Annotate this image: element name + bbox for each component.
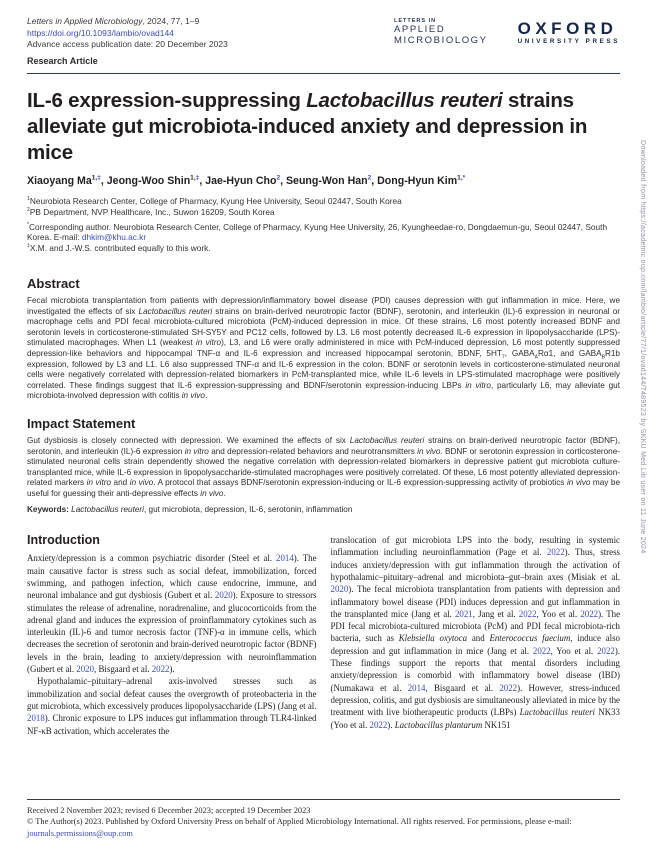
affiliation-2 bbox=[27, 207, 620, 218]
inline-link[interactable]: 2022 bbox=[597, 645, 615, 656]
journal-logo bbox=[394, 18, 488, 46]
oup-logo-sub: UNIVERSITY PRESS bbox=[517, 37, 620, 45]
impact-statement-heading: Impact Statement bbox=[27, 415, 136, 431]
text-segment: in vivo bbox=[417, 446, 441, 456]
download-watermark: Downloaded from https://academic.oup.com/lambio/article/77/1/ovad144/7489523 by SKKU Med Lib user on 11 June 2024 bbox=[639, 140, 646, 554]
text-segment: NK33 (Yoo et al. bbox=[330, 707, 620, 730]
inline-link[interactable]: 2020 bbox=[76, 664, 95, 675]
introduction-heading: Introduction bbox=[27, 534, 100, 548]
text-segment: Neurobiota Research Center, College of Pharmacy, Kyung Hee University, Seoul 02447, South Korea bbox=[29, 196, 402, 206]
inline-link[interactable]: 2 bbox=[276, 174, 281, 182]
text-segment: Hypothalamic–pituitary–adrenal axis-involved stresses such as immobilization and social defeat causes the overgrowth of proteobacteria in the gut microbiota, which excessively produces lipopolysaccharide (LPS) (Jang et al. bbox=[27, 676, 317, 711]
inline-link[interactable]: 2021 bbox=[454, 608, 473, 619]
text-segment: in vitro bbox=[195, 338, 222, 348]
inline-link[interactable]: 2022 bbox=[499, 682, 518, 693]
inline-link[interactable]: ‡ bbox=[195, 174, 200, 182]
text-segment: IL-6 expression-suppressing bbox=[27, 89, 307, 112]
keywords-line bbox=[27, 505, 620, 516]
text-segment: , gut microbiota, depression, IL-6, serotonin, inflammation bbox=[143, 505, 353, 515]
corresponding-author-note bbox=[27, 222, 620, 244]
text-segment: in vivo bbox=[181, 391, 205, 401]
text-segment: ). Chronic exposure to LPS induces gut inflammation through TLR4-linked NF-κB activation, which accelerates the bbox=[27, 713, 317, 736]
text-segment: 7 bbox=[501, 354, 505, 361]
introduction-section bbox=[27, 534, 620, 780]
inline-link[interactable]: 2020 bbox=[330, 584, 349, 595]
text-segment: Corresponding author. Neurobiota Research Center, College of Pharmacy, Kyung Hee University, 26, Kyungheedae-ro, Dongdaemun-gu, Seoul 02447, South Korea. E-mail: bbox=[27, 221, 608, 243]
text-segment: , Yoo et al. bbox=[536, 608, 581, 619]
doi-link[interactable]: https://doi.org/10.1093/lambio/ovad144 bbox=[27, 27, 174, 38]
inline-link[interactable]: dhkim@khu.ac.kr bbox=[81, 232, 147, 243]
text-segment: ). bbox=[169, 664, 175, 675]
text-segment: NK151 bbox=[482, 719, 511, 730]
text-segment: Lactobacillus plantarum bbox=[394, 719, 483, 730]
text-segment: ). The main causative factor is stress such as social defeat, immobilization, forced swimming, and pathogen infection, which cause endocrine, immune, and neuronal imbalance and gut dysbiosis (Gubert et al. bbox=[27, 553, 317, 601]
intro-column-left bbox=[27, 534, 317, 780]
footnote-divider bbox=[27, 799, 620, 800]
inline-link[interactable]: 2018 bbox=[27, 713, 45, 724]
journal-citation bbox=[27, 16, 228, 28]
text-segment: in vivo bbox=[129, 478, 154, 488]
text-segment: , Seung-Won Han bbox=[280, 175, 368, 187]
text-segment: , Jeong-Woo Shin bbox=[100, 175, 191, 187]
oxford-university-press-logo bbox=[518, 20, 620, 45]
inline-link[interactable]: 2 bbox=[367, 174, 372, 182]
text-segment: . A protocol that assays BDNF/serotonin expression-inducing or IL-6 expression-suppressing activity of probiotics bbox=[153, 478, 567, 488]
equal-contribution-note bbox=[27, 243, 620, 254]
received-dates-line bbox=[27, 805, 620, 816]
text-segment: * bbox=[27, 221, 29, 228]
inline-link[interactable]: 2014 bbox=[276, 553, 294, 564]
text-segment: 2 bbox=[27, 207, 30, 214]
text-segment: Rα1, and GABA bbox=[538, 348, 602, 358]
abstract-text bbox=[27, 296, 620, 402]
text-segment: ). Thus, stress induces anxiety/depression with gut inflammation through the activation of hypothalamic–pituitary–adrenal and microbiota–gut–brain axes (Misiak et al. bbox=[330, 547, 620, 582]
inline-link[interactable]: 2022 bbox=[151, 664, 170, 675]
text-segment: , Bisgaard et al. bbox=[94, 664, 152, 675]
text-segment: ). The PDI fecal microbiota-cultured microbiota (PcM) and PDI fecal microbiota-rich bacteria, such as bbox=[330, 608, 620, 644]
copyright-line bbox=[27, 816, 620, 839]
text-segment: translocation of gut microbiota LPS into the body, resulting in systemic inflammation including neuroinflammation (Page et al. bbox=[330, 535, 620, 558]
text-segment: and depression-related behaviors and neurotransmitters bbox=[208, 446, 418, 456]
inline-link[interactable]: 2020 bbox=[214, 590, 233, 601]
intro-paragraph-3 bbox=[331, 534, 621, 731]
author-list bbox=[27, 175, 620, 187]
text-segment: 1 bbox=[27, 196, 30, 203]
text-segment: 1, bbox=[91, 174, 98, 182]
text-segment: Lactobacillus reuteri bbox=[306, 89, 503, 112]
affiliations-block bbox=[27, 196, 620, 254]
publisher-logos bbox=[394, 16, 620, 46]
text-segment: ‡ bbox=[27, 243, 30, 250]
journal-logo-line1: LETTERS IN bbox=[393, 18, 437, 24]
text-segment: ). The fecal microbiota transplantation from patients with depression and inflammatory bowel disease (PDI) induces depression and gut inflammation in the transplanted mice (Jang et al. bbox=[330, 584, 620, 619]
journal-issue: , 2024, 77, 1–9 bbox=[142, 16, 200, 26]
inline-link[interactable]: 2022 bbox=[532, 645, 551, 656]
affiliation-1 bbox=[27, 196, 620, 207]
text-segment: in vitro bbox=[86, 478, 112, 488]
intro-paragraph-1 bbox=[27, 552, 317, 675]
impact-statement-section bbox=[27, 416, 620, 516]
article-title bbox=[27, 88, 620, 166]
text-segment: PB Department, NVP Healthcare, Inc., Suwon 16209, South Korea bbox=[29, 206, 275, 217]
text-segment: Lactobacillus reuteri bbox=[71, 505, 144, 515]
text-segment: B bbox=[601, 354, 605, 361]
text-segment: , induce also depression and gut inflammation in mice (Jang et al. bbox=[330, 633, 620, 656]
text-segment: . BDNF or serotonin expression in corticosterone-stimulated neuronal cells strain dependently showed the negative correlation with depression-related biomarkers in depressive patient gut microbiota culture-transplanted mice, while IL-6 expression in lipopolysaccharide-stimulated macrophages were positively correlated. Of these, L6 most potently alleviated depression-related markers bbox=[27, 446, 620, 488]
inline-link[interactable]: 2022 bbox=[546, 547, 565, 558]
text-segment: strains on brain-derived neurotropic factor (BDNF), serotonin, and interleukin (IL)-6 expression in neuronal or macrophage cells and PDI fecal microbiota-cultured microbiota (PcM)-induced depression in mice. Of these strains, L6 most potently increased BDNF and serotonin levels in corticosterone-stimulated SH-SY5Y and PC12 cells, followed by L3. L6 most potently decreased IL-6 expression in lipopolysaccharide (LPS)-stimulated macrophages. When L1 (weakest bbox=[27, 306, 620, 348]
text-segment: Xiaoyang Ma bbox=[27, 175, 92, 187]
page-footnote bbox=[27, 799, 620, 839]
text-segment: Gut dysbiosis is closely connected with depression. We examined the effects of six bbox=[27, 435, 350, 445]
journal-logo-line3: MICROBIOLOGY bbox=[393, 35, 488, 46]
text-segment: , particularly L6, may alleviate gut microbiota-involved depression with colitis bbox=[27, 380, 620, 401]
text-segment: Lactobacillus reuteri bbox=[519, 707, 596, 718]
journal-logo-line2: APPLIED bbox=[393, 24, 446, 35]
inline-link[interactable]: * bbox=[462, 174, 466, 182]
text-segment: , Jae-Hyun Cho bbox=[199, 175, 277, 187]
text-segment: in vitro bbox=[184, 446, 209, 456]
text-segment: 1, bbox=[457, 174, 463, 182]
text-segment: Enterococcus faecium bbox=[489, 633, 571, 644]
inline-link[interactable]: 2014 bbox=[407, 682, 426, 693]
text-segment: Lactobacillus reuteri bbox=[138, 306, 213, 316]
text-segment: , Jang et al. bbox=[472, 608, 519, 619]
inline-link[interactable]: ‡ bbox=[97, 174, 101, 182]
text-segment: Received 2 November 2023; revised 6 December 2023; accepted 19 December 2023 bbox=[27, 806, 311, 815]
abstract-heading: Abstract bbox=[27, 275, 80, 291]
text-segment: Klebsiella oxytoca bbox=[398, 633, 468, 644]
text-segment: © The Author(s) 2023. Published by Oxford University Press on behalf of Applied Microbiology International. All rights reserved. For permissions, please e-mail: bbox=[27, 817, 572, 827]
inline-link[interactable]: journals.permissions@oup.com bbox=[27, 828, 133, 838]
text-segment: ), L3, and L6 were orally administered in mice with PcM-induced depression, L6 most potently suppressed depression-like behaviors and hippocampal TNF-α and IL-6 expression and increased hippocampal serotonin, BDNF, 5HT bbox=[27, 338, 620, 358]
text-segment: , Yoo et al. bbox=[550, 645, 598, 656]
text-segment: strains on brain-derived neurotropic factor (BDNF), serotonin, and interleukin (IL)-6 expression bbox=[27, 435, 620, 456]
text-segment: may be useful for guessing their anti-depressive effects bbox=[27, 478, 621, 498]
text-segment: in vivo bbox=[200, 488, 224, 498]
text-segment: 1, bbox=[190, 174, 196, 182]
page-header bbox=[27, 16, 620, 67]
inline-link[interactable]: 2022 bbox=[369, 719, 388, 730]
intro-paragraph-2 bbox=[27, 675, 317, 736]
text-segment: ). bbox=[387, 719, 395, 730]
abstract-section bbox=[27, 276, 620, 402]
text-segment: ). Exposure to stressors stimulates the release of adrenaline, noradrenaline, and glucocorticoids from the adrenal gland and induces the expression of proinflammatory cytokines such as interleukin (IL)-6 and tumor necrosis factor (TNF)-α in immune cells, which decreases the secretion of serotonin and brain-derived neurotropic factor (BDNF) levels in the brain, leading to anxiety/depression with neuroinflammation (Gubert et al. bbox=[27, 590, 317, 675]
text-segment: . bbox=[223, 488, 226, 498]
text-segment: , GABA bbox=[504, 348, 535, 358]
citation-block bbox=[27, 16, 228, 67]
article-type-label: Research Article bbox=[27, 55, 98, 66]
text-segment: , Bisgaard et al. bbox=[425, 682, 500, 693]
text-segment: Anxiety/depression is a common psychiatric disorder (Steel et al. bbox=[27, 553, 277, 564]
inline-link[interactable]: 2022 bbox=[580, 608, 599, 619]
text-segment: strains alleviate gut microbiota-induced anxiety and depression in mice bbox=[27, 89, 588, 164]
header-divider bbox=[27, 73, 620, 74]
oup-logo-main: OXFORD bbox=[517, 18, 618, 38]
text-segment: and bbox=[467, 633, 490, 644]
text-segment: X.M. and J.-W.S. contributed equally to this work. bbox=[29, 243, 211, 254]
text-segment: ). These findings support the reports that mental disorders including anxiety/depression is comorbid with inflammatory bowel disease (IBD) (Numakawa et al. bbox=[330, 645, 620, 693]
text-segment: Keywords: bbox=[27, 505, 72, 515]
text-segment: in vivo bbox=[566, 478, 591, 488]
text-segment: in vitro bbox=[465, 380, 491, 390]
text-segment: . bbox=[204, 391, 208, 401]
inline-link[interactable]: 2022 bbox=[518, 608, 537, 619]
text-segment: Lactobacillus reuteri bbox=[349, 435, 425, 445]
text-segment: A bbox=[534, 354, 538, 361]
text-segment: Fecal microbiota transplantation from patients with depression/inflammatory bowel disease (PDI) causes depression with gut inflammation in mice. Here, we investigated the effects of six bbox=[27, 295, 620, 316]
text-segment: ). However, stress-induced depression, colitis, and gut dysbiosis are simultaneously alleviated in mice by the treatment with live biotherapeutic products (LBPs) bbox=[330, 682, 620, 718]
advance-access-date: Advance access publication date: 20 December 2023 bbox=[27, 39, 228, 49]
text-segment: , Dong-Hyun Kim bbox=[371, 175, 458, 187]
journal-name: Letters in Applied Microbiology bbox=[27, 16, 143, 26]
text-segment: R1b expression, followed by L3 and L1. L6 also suppressed TNF-α and IL-6 expression in the colon. BDNF or serotonin levels in corticosterone-stimulated neuronal cells were negatively correlated with depression-related biomarkers in PcM-transplanted mice, while IL-6 levels in LPS-stimulated macrophage were positively correlated. These findings suggest that IL-6 expression-suppressing and BDNF/serotonin expression-inducing LBPs bbox=[27, 348, 620, 390]
text-segment: and bbox=[111, 478, 130, 488]
impact-statement-text bbox=[27, 436, 620, 500]
intro-column-right bbox=[331, 534, 621, 780]
